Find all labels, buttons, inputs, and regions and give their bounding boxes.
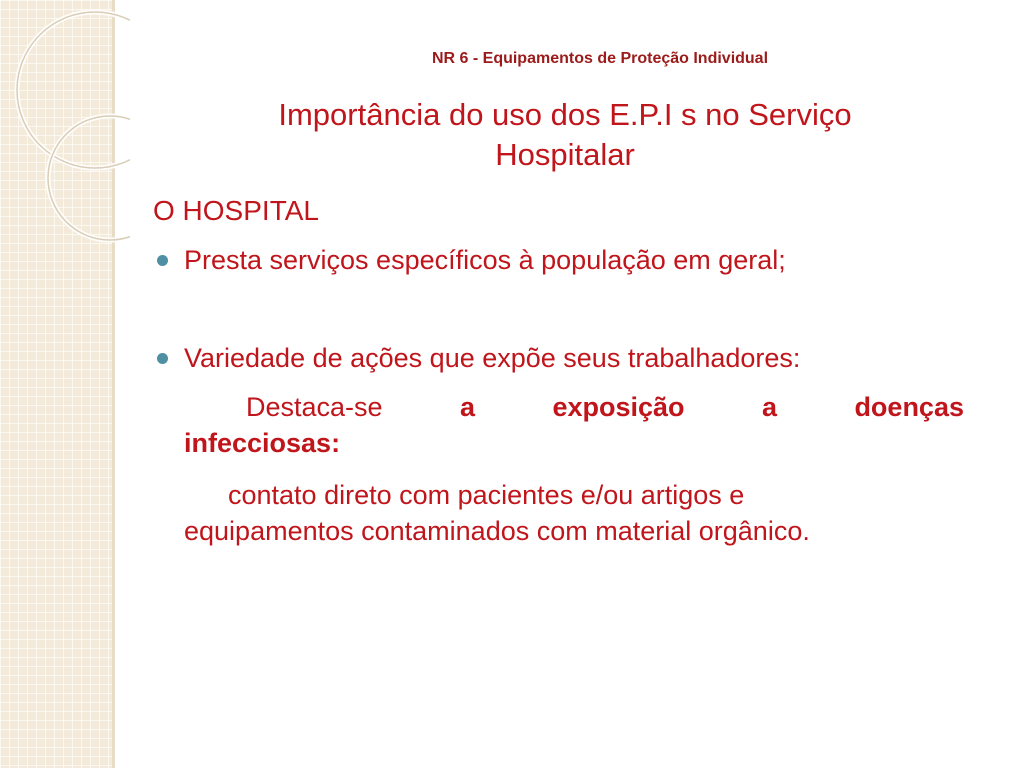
word-destaca-se: Destaca-se: [246, 392, 383, 422]
bullet-dot-icon: [157, 353, 168, 364]
decorative-rings: [0, 0, 130, 260]
slide-heading: [150, 95, 980, 175]
slide-heading-line1: Importância do uso dos E.P.I s no Serviço: [278, 97, 852, 132]
section-subheading: O HOSPITAL: [153, 195, 319, 226]
slide-heading-line2: Hospitalar: [495, 137, 635, 172]
paragraph-exposure-line2: infecciosas:: [184, 428, 341, 458]
paragraph-exposure-line1: [184, 389, 964, 425]
paragraph-contact: [184, 477, 964, 549]
paragraph-contact-line2: equipamentos contaminados com material orgânico.: [184, 516, 810, 546]
word-a-2: a: [761, 392, 777, 422]
header-title: NR 6 - Equipamentos de Proteção Individual: [431, 50, 769, 67]
bullet-text: Presta serviços específicos à população em geral;: [184, 245, 786, 275]
word-doencas: doenças: [854, 392, 964, 422]
paragraph-exposure: [184, 389, 964, 461]
word-a: a: [460, 392, 476, 422]
bullet-text: Variedade de ações que expõe seus trabalhadores:: [184, 343, 801, 373]
word-exposicao: exposição: [552, 392, 685, 422]
paragraph-contact-line1: contato direto com pacientes e/ou artigos e: [228, 480, 745, 510]
bullet-dot-icon: [157, 255, 168, 266]
